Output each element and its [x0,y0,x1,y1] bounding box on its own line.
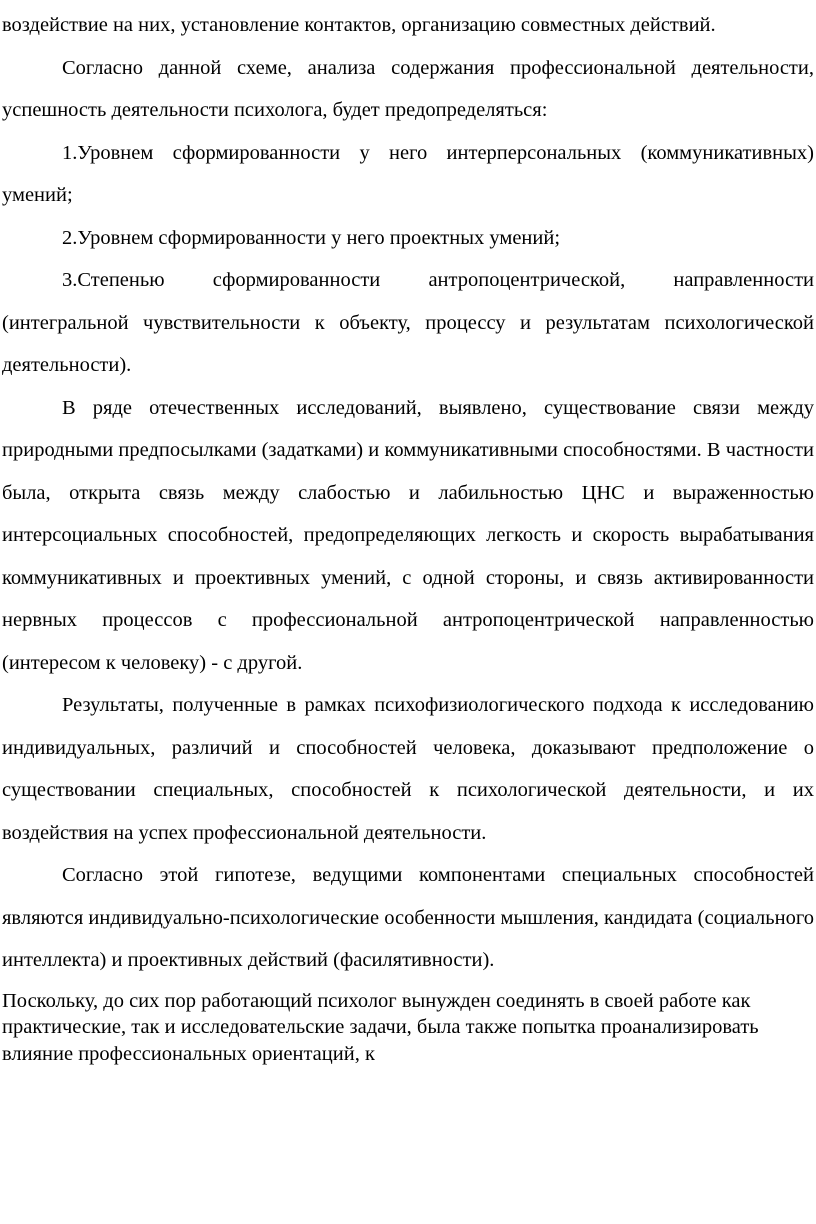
paragraph-results: Результаты, полученные в рамках психофизиологического подхода к исследованию индивидуальных, различий и способностей человека, доказывают предположение о существовании специальных, способностей к психологической деятельности, и их воздействия на успех профессиональной деятельности. [2,694,814,844]
paragraph-hypothesis: Согласно этой гипотезе, ведущими компонентами специальных способностей являются индивидуально-психологические особенности мышления, кандидата (социального интеллекта) и проективных действий (фасилятивности). [2,864,814,971]
paragraph-continuation: воздействие на них, установление контактов, организацию совместных действий. [2,14,716,36]
list-item-3: 3.Степенью сформированности антропоцентрической, направленности (интегральной чувствительности к объекту, процессу и результатам психологической деятельности). [2,269,814,376]
paragraph-tail: Поскольку, до сих пор работающий психолог вынужден соединять в своей работе как практические, так и исследовательские задачи, была также попытка проанализировать влияние профессиональных ориентаций, к [2,989,759,1065]
paragraph-research: В ряде отечественных исследований, выявлено, существование связи между природными предпосылками (задатками) и коммуникативными способностями. В частности была, открыта связь между слабостью и лабильностью ЦНС и выраженностью интерсоциальных способностей, предопределяющих легкость и скорость вырабатывания коммуникативных и проективных умений, с одной стороны, и связь активированности нервных процессов с профессиональной антропоцентрической направленностью (интересом к человеку) - с другой. [2,396,814,674]
list-item-2: 2.Уровнем сформированности у него проектных умений; [62,226,561,249]
list-item-1: 1.Уровнем сформированности у него интерперсональных (коммуникативных) умений; [2,141,814,206]
paragraph-scheme-intro: Согласно данной схеме, анализа содержания профессиональной деятельности, успешность деятельности психолога, будет предопределяться: [2,56,814,121]
